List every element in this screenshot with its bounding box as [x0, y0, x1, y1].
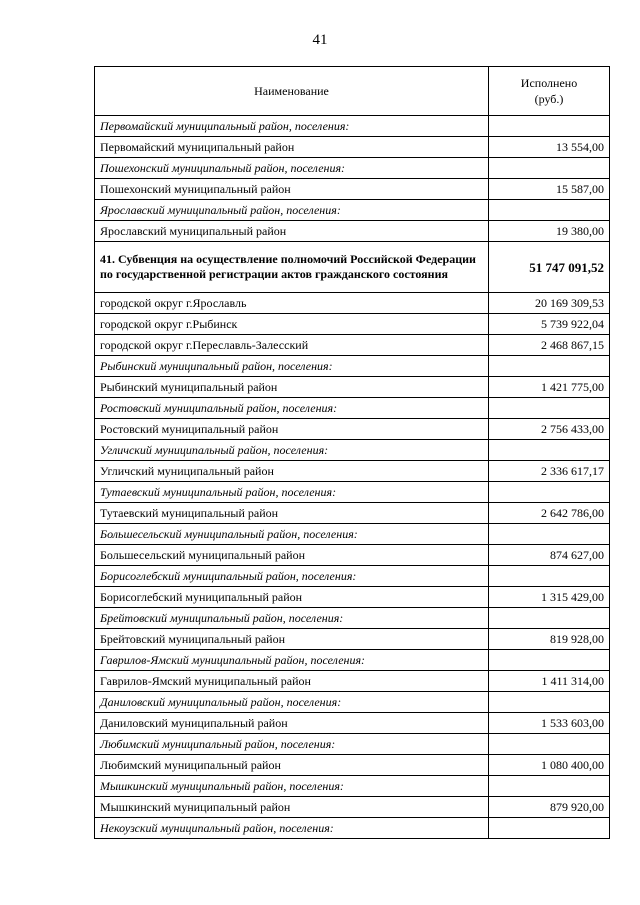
- row-value: 1 315 429,00: [489, 587, 610, 608]
- group-row: [95, 440, 610, 461]
- row-name: Мышкинский муниципальный район: [95, 797, 489, 818]
- row-value: 51 747 091,52: [489, 242, 610, 293]
- row-value: 819 928,00: [489, 629, 610, 650]
- table-row: [95, 713, 610, 734]
- row-name: Угличский муниципальный район, поселения:: [95, 440, 489, 461]
- table-row: [95, 137, 610, 158]
- row-value: [489, 356, 610, 377]
- section-row: [95, 242, 610, 293]
- row-value: 879 920,00: [489, 797, 610, 818]
- row-value: [489, 734, 610, 755]
- group-row: [95, 116, 610, 137]
- row-name: Ярославский муниципальный район: [95, 221, 489, 242]
- row-name: городской округ г.Ярославль: [95, 293, 489, 314]
- row-name: Любимский муниципальный район: [95, 755, 489, 776]
- row-value: 2 468 867,15: [489, 335, 610, 356]
- table-row: [95, 629, 610, 650]
- table-row: [95, 797, 610, 818]
- group-row: [95, 608, 610, 629]
- table-row: [95, 377, 610, 398]
- group-row: [95, 692, 610, 713]
- row-name: Угличский муниципальный район: [95, 461, 489, 482]
- group-row: [95, 356, 610, 377]
- row-value: 1 533 603,00: [489, 713, 610, 734]
- group-row: [95, 158, 610, 179]
- column-header-value: [489, 67, 610, 116]
- row-name: Гаврилов-Ямский муниципальный район: [95, 671, 489, 692]
- table-row: [95, 314, 610, 335]
- page-number: 41: [312, 32, 328, 48]
- group-row: [95, 650, 610, 671]
- row-name: Даниловский муниципальный район: [95, 713, 489, 734]
- row-value: 13 554,00: [489, 137, 610, 158]
- table-row: [95, 755, 610, 776]
- row-name: Рыбинский муниципальный район, поселения:: [95, 356, 489, 377]
- row-value: [489, 608, 610, 629]
- row-name: Ростовский муниципальный район: [95, 419, 489, 440]
- row-value: [489, 116, 610, 137]
- row-value: 2 642 786,00: [489, 503, 610, 524]
- row-name: Ярославский муниципальный район, поселения:: [95, 200, 489, 221]
- row-value: [489, 650, 610, 671]
- row-name: Большесельский муниципальный район, поселения:: [95, 524, 489, 545]
- group-row: [95, 398, 610, 419]
- row-value: 1 080 400,00: [489, 755, 610, 776]
- row-value: [489, 524, 610, 545]
- row-name: Даниловский муниципальный район, поселения:: [95, 692, 489, 713]
- row-name: Рыбинский муниципальный район: [95, 377, 489, 398]
- row-name: Пошехонский муниципальный район: [95, 179, 489, 200]
- table-row: [95, 545, 610, 566]
- row-value: [489, 398, 610, 419]
- row-value: [489, 776, 610, 797]
- table-row: [95, 221, 610, 242]
- row-value: [489, 158, 610, 179]
- row-name: Гаврилов-Ямский муниципальный район, поселения:: [95, 650, 489, 671]
- table-row: [95, 503, 610, 524]
- row-value: [489, 566, 610, 587]
- row-name: Пошехонский муниципальный район, поселения:: [95, 158, 489, 179]
- row-name: Брейтовский муниципальный район, поселения:: [95, 608, 489, 629]
- table-row: [95, 587, 610, 608]
- row-value: 19 380,00: [489, 221, 610, 242]
- table-header-row: [95, 67, 610, 116]
- row-value: 2 756 433,00: [489, 419, 610, 440]
- group-row: [95, 734, 610, 755]
- table-row: [95, 179, 610, 200]
- row-name: Большесельский муниципальный район: [95, 545, 489, 566]
- row-value: 5 739 922,04: [489, 314, 610, 335]
- row-value: 15 587,00: [489, 179, 610, 200]
- group-row: [95, 566, 610, 587]
- row-name: Ростовский муниципальный район, поселения:: [95, 398, 489, 419]
- row-name: Брейтовский муниципальный район: [95, 629, 489, 650]
- row-name: городской округ г.Рыбинск: [95, 314, 489, 335]
- row-name: Тутаевский муниципальный район: [95, 503, 489, 524]
- row-value: [489, 200, 610, 221]
- row-name: Первомайский муниципальный район, поселения:: [95, 116, 489, 137]
- row-value: [489, 818, 610, 839]
- row-name: Первомайский муниципальный район: [95, 137, 489, 158]
- row-value: [489, 482, 610, 503]
- table-row: [95, 335, 610, 356]
- row-value: [489, 440, 610, 461]
- group-row: [95, 776, 610, 797]
- row-name: Мышкинский муниципальный район, поселения:: [95, 776, 489, 797]
- row-value: 1 411 314,00: [489, 671, 610, 692]
- group-row: [95, 200, 610, 221]
- row-name: городской округ г.Переславль-Залесский: [95, 335, 489, 356]
- row-name: Борисоглебский муниципальный район, поселения:: [95, 566, 489, 587]
- group-row: [95, 482, 610, 503]
- table-body: [95, 116, 610, 839]
- row-name: 41. Субвенция на осуществление полномочий Российской Федерации по государственной регистрации актов гражданского состояния: [95, 242, 489, 293]
- column-header-name: Наименование: [95, 67, 489, 116]
- row-name: Борисоглебский муниципальный район: [95, 587, 489, 608]
- row-value: 874 627,00: [489, 545, 610, 566]
- budget-table: [94, 66, 610, 839]
- table-row: [95, 671, 610, 692]
- row-value: 1 421 775,00: [489, 377, 610, 398]
- row-value: [489, 692, 610, 713]
- table-row: [95, 419, 610, 440]
- group-row: [95, 524, 610, 545]
- column-header-value-line1: Исполнено: [520, 76, 578, 90]
- table-row: [95, 293, 610, 314]
- column-header-value-line2: (руб.): [534, 92, 564, 106]
- group-row: [95, 818, 610, 839]
- row-name: Любимский муниципальный район, поселения:: [95, 734, 489, 755]
- table-row: [95, 461, 610, 482]
- row-value: 20 169 309,53: [489, 293, 610, 314]
- row-name: Некоузский муниципальный район, поселения:: [95, 818, 489, 839]
- row-value: 2 336 617,17: [489, 461, 610, 482]
- row-name: Тутаевский муниципальный район, поселения:: [95, 482, 489, 503]
